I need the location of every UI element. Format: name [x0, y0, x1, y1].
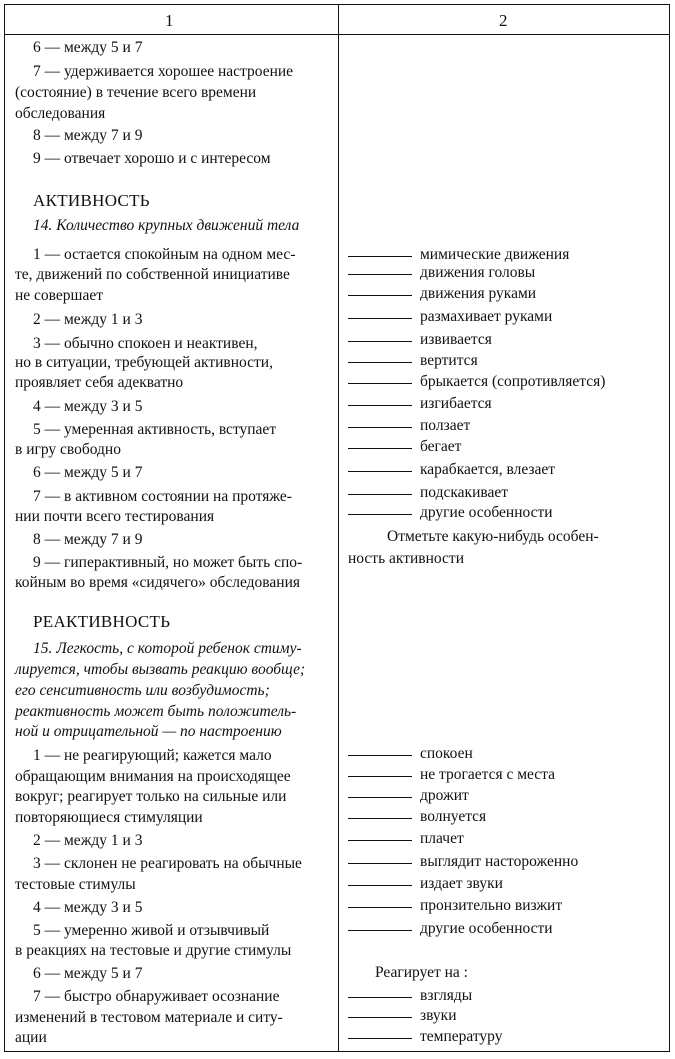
- reactivity-option-5-cont: в реакциях на тестовые и другие стимулы: [15, 942, 292, 959]
- checklist-item[interactable]: [348, 262, 535, 284]
- reactivity-option-7-cont: изменений в тестовом материале и ситу-: [15, 1009, 283, 1026]
- blank-line[interactable]: [348, 256, 412, 257]
- reactivity-option-4: 4 — между 3 и 5: [33, 899, 143, 916]
- blank-line[interactable]: [348, 776, 412, 777]
- blank-line[interactable]: [348, 341, 412, 342]
- activity-option-2: 2 — между 1 и 3: [33, 311, 143, 328]
- activity-option-1-cont: те, движений по собственной инициативе: [15, 266, 290, 283]
- checklist-label: карабкается, влезает: [420, 461, 556, 478]
- activity-option-3: 3 — обычно спокоен и неактивен,: [33, 335, 258, 352]
- blank-line[interactable]: [348, 471, 412, 472]
- checklist-item[interactable]: [348, 828, 464, 850]
- checklist-label: подскакивает: [420, 484, 509, 501]
- checklist-item[interactable]: [348, 306, 552, 328]
- activity-note-cont: ность активности: [348, 550, 465, 567]
- blank-line[interactable]: [348, 997, 412, 998]
- question-15-cont: его сенситивность или возбудимость;: [15, 682, 270, 699]
- activity-note: Отметьте какую-нибудь особен-: [387, 528, 599, 545]
- blank-line[interactable]: [348, 907, 412, 908]
- activity-option-5-cont: в игру свободно: [15, 441, 121, 458]
- reactivity-option-1-cont: повторяющиеся стимуляции: [15, 809, 203, 826]
- blank-line[interactable]: [348, 863, 412, 864]
- blank-line[interactable]: [348, 755, 412, 756]
- checklist-item[interactable]: [348, 764, 555, 786]
- checklist-label: звуки: [420, 1007, 457, 1024]
- column-divider: [338, 5, 339, 1051]
- blank-line[interactable]: [348, 274, 412, 275]
- reacts-to-title: Реагирует на :: [375, 964, 468, 981]
- mood-option-6: 6 — между 5 и 7: [33, 39, 143, 56]
- activity-option-9-cont: койным во время «сидячего» обследования: [15, 574, 301, 591]
- checklist-item[interactable]: [348, 329, 492, 351]
- blank-line[interactable]: [348, 448, 412, 449]
- blank-line[interactable]: [348, 494, 412, 495]
- activity-option-1-cont: не совершает: [15, 287, 104, 304]
- question-15-cont: лируется, чтобы вызвать реакцию вообще;: [15, 661, 306, 678]
- mood-option-8: 8 — между 7 и 9: [33, 127, 143, 144]
- mood-option-9: 9 — отвечает хорошо и с интересом: [33, 150, 271, 167]
- reactivity-option-2: 2 — между 1 и 3: [33, 832, 143, 849]
- reactivity-option-1: 1 — не реагирующий; кажется мало: [33, 747, 272, 764]
- checklist-label: не трогается с места: [420, 766, 556, 783]
- blank-line[interactable]: [348, 383, 412, 384]
- blank-line[interactable]: [348, 514, 412, 515]
- activity-option-1: 1 — остается спокойным на одном мес-: [33, 246, 296, 263]
- reactivity-option-3-cont: тестовые стимулы: [15, 876, 136, 893]
- checklist-label: издает звуки: [420, 875, 503, 892]
- activity-option-3-cont: но в ситуации, требующей активности,: [15, 354, 273, 371]
- checklist-item[interactable]: [348, 459, 555, 481]
- activity-option-4: 4 — между 3 и 5: [33, 398, 143, 415]
- activity-option-6: 6 — между 5 и 7: [33, 464, 143, 481]
- question-14: 14. Количество крупных движений тела: [33, 217, 300, 234]
- checklist-label: мимические движения: [420, 246, 570, 263]
- column-1-header: 1: [165, 11, 174, 30]
- checklist-label: взгляды: [420, 987, 473, 1004]
- checklist-item[interactable]: [348, 806, 486, 828]
- checklist-label: движения головы: [420, 264, 536, 281]
- checklist-item[interactable]: [348, 785, 469, 807]
- blank-line[interactable]: [348, 1017, 412, 1018]
- checklist-label: другие особенности: [420, 920, 553, 937]
- reactivity-option-5: 5 — умеренно живой и отзывчивый: [33, 922, 270, 939]
- question-15-cont: ной и отрицательной — по настроению: [15, 723, 282, 740]
- checklist-label: плачет: [420, 830, 464, 847]
- mood-option-7-cont: (состояние) в течение всего времени: [15, 84, 257, 101]
- checklist-item[interactable]: [348, 371, 605, 393]
- blank-line[interactable]: [348, 818, 412, 819]
- checklist-item[interactable]: [348, 1005, 457, 1027]
- checklist-label: размахивает руками: [420, 308, 553, 325]
- checklist-label: дрожит: [420, 787, 469, 804]
- blank-line[interactable]: [348, 1038, 412, 1039]
- blank-line[interactable]: [348, 427, 412, 428]
- activity-option-7-cont: нии почти всего тестирования: [15, 508, 215, 525]
- checklist-item[interactable]: [348, 985, 472, 1007]
- checklist-item[interactable]: [348, 482, 508, 504]
- checklist-label: изгибается: [420, 395, 492, 412]
- question-15-cont: реактивность может быть положитель-: [15, 703, 297, 720]
- checklist-item[interactable]: [348, 895, 562, 917]
- checklist-label: спокоен: [420, 745, 473, 762]
- reactivity-option-1-cont: обращающим внимания на происходящее: [15, 768, 291, 785]
- blank-line[interactable]: [348, 405, 412, 406]
- blank-line[interactable]: [348, 295, 412, 296]
- reactivity-option-7: 7 — быстро обнаруживает осознание: [33, 988, 280, 1005]
- checklist-item[interactable]: [348, 283, 536, 305]
- activity-option-9: 9 — гиперактивный, но может быть спо-: [33, 554, 303, 571]
- mood-option-7-cont: обследования: [15, 105, 106, 122]
- checklist-label: бегает: [420, 438, 462, 455]
- activity-option-5: 5 — умеренная активность, вступает: [33, 421, 277, 438]
- column-2-header: 2: [499, 11, 508, 30]
- reactivity-option-7-cont: ации: [15, 1029, 47, 1046]
- reactivity-option-3: 3 — склонен не реагировать на обычные: [33, 855, 302, 872]
- blank-line[interactable]: [348, 930, 412, 931]
- mood-option-7: 7 — удерживается хорошее настроение: [33, 63, 294, 80]
- question-15: 15. Легкость, с которой ребенок стиму-: [33, 640, 302, 657]
- reactivity-option-6: 6 — между 5 и 7: [33, 965, 143, 982]
- checklist-label: температуру: [420, 1028, 503, 1045]
- checklist-label: брыкается (сопротивляется): [420, 373, 606, 390]
- checklist-item[interactable]: [348, 415, 470, 437]
- checklist-label: извивается: [420, 331, 492, 348]
- table-header: [5, 5, 669, 35]
- checklist-item[interactable]: [348, 502, 553, 524]
- activity-option-3-cont: проявляет себя адекватно: [15, 374, 184, 391]
- checklist-item[interactable]: [348, 436, 461, 458]
- blank-line[interactable]: [348, 840, 412, 841]
- checklist-item[interactable]: [348, 350, 478, 372]
- checklist-item[interactable]: [348, 393, 492, 415]
- checklist-label: волнуется: [420, 808, 487, 825]
- section-title-reactivity: РЕАКТИВНОСТЬ: [33, 612, 171, 631]
- blank-line[interactable]: [348, 362, 412, 363]
- blank-line[interactable]: [348, 318, 412, 319]
- checklist-item[interactable]: [348, 873, 503, 895]
- checklist-item[interactable]: [348, 851, 578, 873]
- activity-option-7: 7 — в активном состоянии на протяже-: [33, 488, 292, 505]
- checklist-item[interactable]: [348, 743, 473, 765]
- checklist-item[interactable]: [348, 1026, 502, 1048]
- checklist-item[interactable]: [348, 918, 553, 940]
- blank-line[interactable]: [348, 885, 412, 886]
- activity-option-8: 8 — между 7 и 9: [33, 531, 143, 548]
- table-frame: [4, 4, 670, 1052]
- checklist-label: выглядит настороженно: [420, 853, 579, 870]
- checklist-label: пронзительно визжит: [420, 897, 563, 914]
- section-title-activity: АКТИВНОСТЬ: [33, 191, 150, 210]
- checklist-label: ползает: [420, 417, 471, 434]
- checklist-label: другие особенности: [420, 504, 553, 521]
- checklist-label: движения руками: [420, 285, 537, 302]
- checklist-label: вертится: [420, 352, 478, 369]
- reactivity-option-1-cont: вокруг; реагирует только на сильные или: [15, 788, 287, 805]
- blank-line[interactable]: [348, 797, 412, 798]
